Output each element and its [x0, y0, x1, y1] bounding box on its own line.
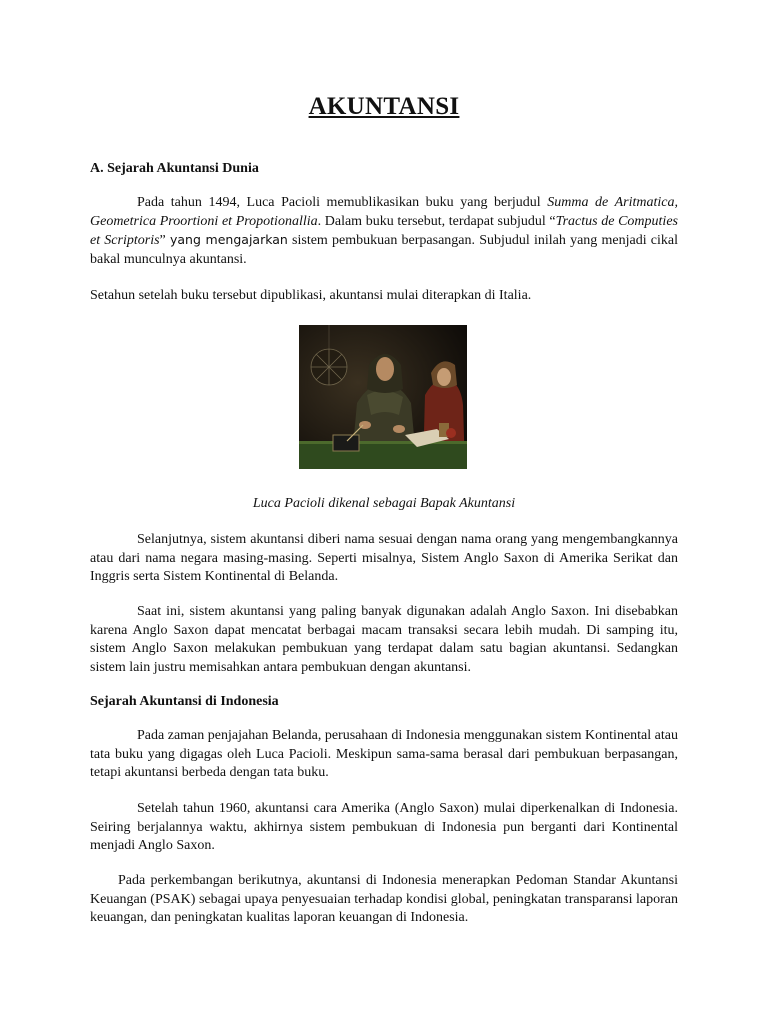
paragraph-anglo-saxon: Saat ini, sistem akuntansi yang paling banyak digunakan adalah Anglo Saxon. Ini disebabkan karena Anglo Saxon dapat mencatat berbagai macam transaksi secara lebih mudah. Di samping itu, sistem Anglo Saxon melakukan pembukuan yang terdapat dalam satu bagian akuntansi. Sedangkan sistem lain justru memisahkan antara pembukuan dengan akuntansi.	[90, 604, 678, 676]
luca-pacioli-painting	[299, 325, 467, 469]
paragraph-pacioli-book: Pada tahun 1494, Luca Pacioli memublikasikan buku yang berjudul Summa de Aritmatica, Geometrica Proortioni et Propotionallia. Dalam buku tersebut, terdapat subjudul “Tractus de Computies et Scriptoris” yang mengajarkan sistem pembukuan berpasangan. Subjudul inilah yang menjadi cikal bakal munculnya akuntansi.	[90, 195, 678, 268]
section-heading-indonesia-history: Sejarah Akuntansi di Indonesia	[90, 694, 279, 709]
image-caption: Luca Pacioli dikenal sebagai Bapak Akuntansi	[252, 496, 516, 511]
paragraph-system-naming: Selanjutnya, sistem akuntansi diberi nama sesuai dengan nama orang yang mengembangkannya atau dari nama negara masing-masing. Seperti misalnya, Sistem Anglo Saxon di Amerika Serikat dan Inggris serta Sistem Kontinental di Belanda.	[90, 532, 678, 585]
paragraph-dutch-colonial: Pada zaman penjajahan Belanda, perusahaan di Indonesia menggunakan sistem Kontinental atau tata buku yang digagas oleh Luca Pacioli. Meskipun sama-sama berasal dari pembukuan berpasangan, tetapi akuntansi berbeda dengan tata buku.	[90, 728, 678, 781]
paragraph-psak: Pada perkembangan berikutnya, akuntansi di Indonesia menerapkan Pedoman Standar Akuntansi Keuangan (PSAK) sebagai upaya penyesuaian terhadap kondisi global, peningkatan transparansi laporan keuangan, dan peningkatan kualitas laporan keuangan di Indonesia.	[90, 873, 678, 926]
paragraph-after-1960: Setelah tahun 1960, akuntansi cara Amerika (Anglo Saxon) mulai diperkenalkan di Indonesia. Seiring berjalannya waktu, akhirnya sistem pembukuan di Indonesia pun berganti dari Kontinental menjadi Anglo Saxon.	[90, 801, 678, 854]
paragraph-italy-adoption: Setahun setelah buku tersebut dipublikasi, akuntansi mulai diterapkan di Italia.	[90, 288, 532, 303]
section-heading-world-history: A. Sejarah Akuntansi Dunia	[90, 161, 259, 176]
document-title: AKUNTANSI	[308, 93, 460, 120]
painting-illustration	[299, 325, 467, 469]
